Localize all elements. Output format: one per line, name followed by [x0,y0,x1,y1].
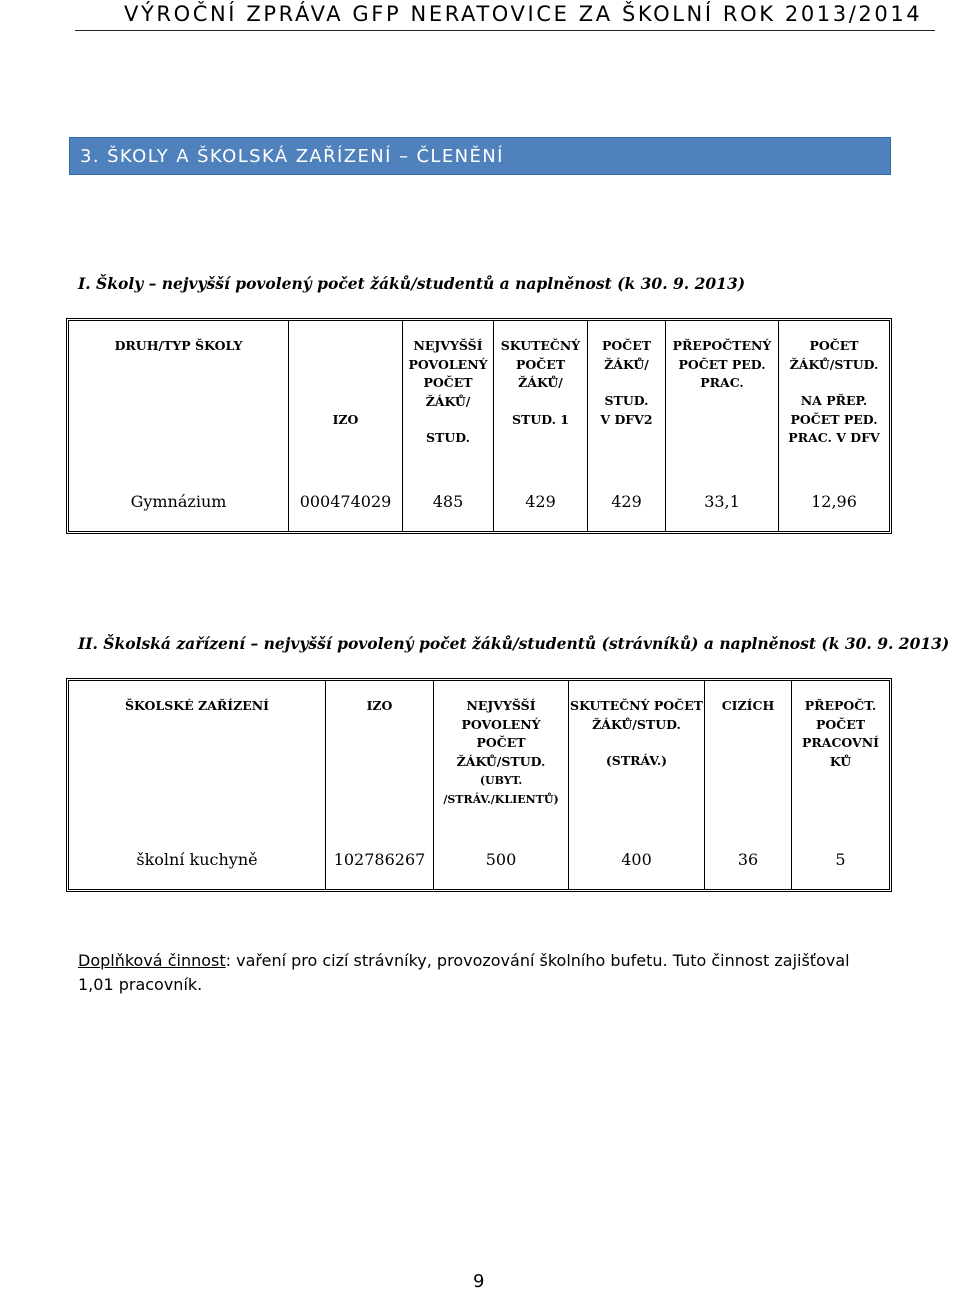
cell-v-dfv: 429 [588,471,666,531]
col-header-skutecny: SKUTEČNÝ POČET ŽÁKŮ/ STUD. 1 [494,321,588,471]
col-header-druh: DRUH/TYP ŠKOLY [69,321,289,471]
col-header-nejvyssi: NEJVYŠŠÍ POVOLENÝ POČET ŽÁKŮ/STUD. (UBYT. /STRÁV./KLIENTŮ) [434,681,569,829]
cell-skutecny: 429 [494,471,588,531]
table-row [69,471,889,531]
cell-zarizeni: školní kuchyně [69,829,326,889]
subheading-schools: I. Školy – nejvyšší povolený počet žáků/studentů a naplněnost (k 30. 9. 2013) [78,274,746,293]
cell-nejvyssi: 500 [434,829,569,889]
col-header-cizich: CIZÍCH [705,681,792,829]
cell-prepoct: 5 [835,849,846,869]
supplementary-activity-note [78,949,878,997]
table-row [69,829,889,889]
subheading-facilities: II. Školská zařízení – nejvyšší povolený počet žáků/studentů (strávníků) a naplněnost (k 30. 9. 2013) [78,634,950,653]
running-header-title: VÝROČNÍ ZPRÁVA GFP NERATOVICE ZA ŠKOLNÍ ROK 2013/2014 [124,2,923,26]
note-label: Doplňková činnost [78,951,226,970]
col-header-prepoct: PŘEPOČT. POČET PRACOVNÍ KŮ [801,698,880,769]
col-header-prepocteny: PŘEPOČTENÝ POČET PED. PRAC. [666,321,779,471]
col-header-izo: IZO [326,681,434,829]
col-header-nejvyssi: NEJVYŠŠÍ POVOLENÝ POČET ŽÁKŮ/ STUD. [403,321,494,471]
col-header-na-prep: POČET ŽÁKŮ/STUD. NA PŘEP. POČET PED. PRAC. V DFV [788,338,880,445]
cell-cizich: 36 [705,829,792,889]
cell-druh: Gymnázium [69,471,289,531]
col-header-zarizeni: ŠKOLSKÉ ZAŘÍZENÍ [69,681,326,829]
col-header-skutecny: SKUTEČNÝ POČET ŽÁKŮ/STUD. (STRÁV.) [569,681,705,829]
col-header-izo: IZO [289,321,403,471]
section-title: 3. ŠKOLY A ŠKOLSKÁ ZAŘÍZENÍ – ČLENĚNÍ [80,146,504,167]
cell-izo: 000474029 [289,471,403,531]
cell-nejvyssi: 485 [403,471,494,531]
facilities-table-header-row [69,681,889,829]
schools-table-header-row [69,321,889,471]
cell-na-prep: 12,96 [811,491,857,511]
section-heading-bar [69,137,891,175]
cell-prepocteny: 33,1 [666,471,779,531]
note-text: : vaření pro cizí strávníky, provozování školního bufetu. Tuto činnost zajišťoval 1,01 pracovník. [78,951,850,994]
schools-table [66,318,892,534]
page-number: 9 [473,1271,485,1292]
header-rule [75,30,935,31]
cell-skutecny: 400 [569,829,705,889]
col-header-v-dfv: POČET ŽÁKŮ/ STUD. V DFV2 [588,321,666,471]
facilities-table [66,678,892,892]
cell-izo: 102786267 [326,829,434,889]
